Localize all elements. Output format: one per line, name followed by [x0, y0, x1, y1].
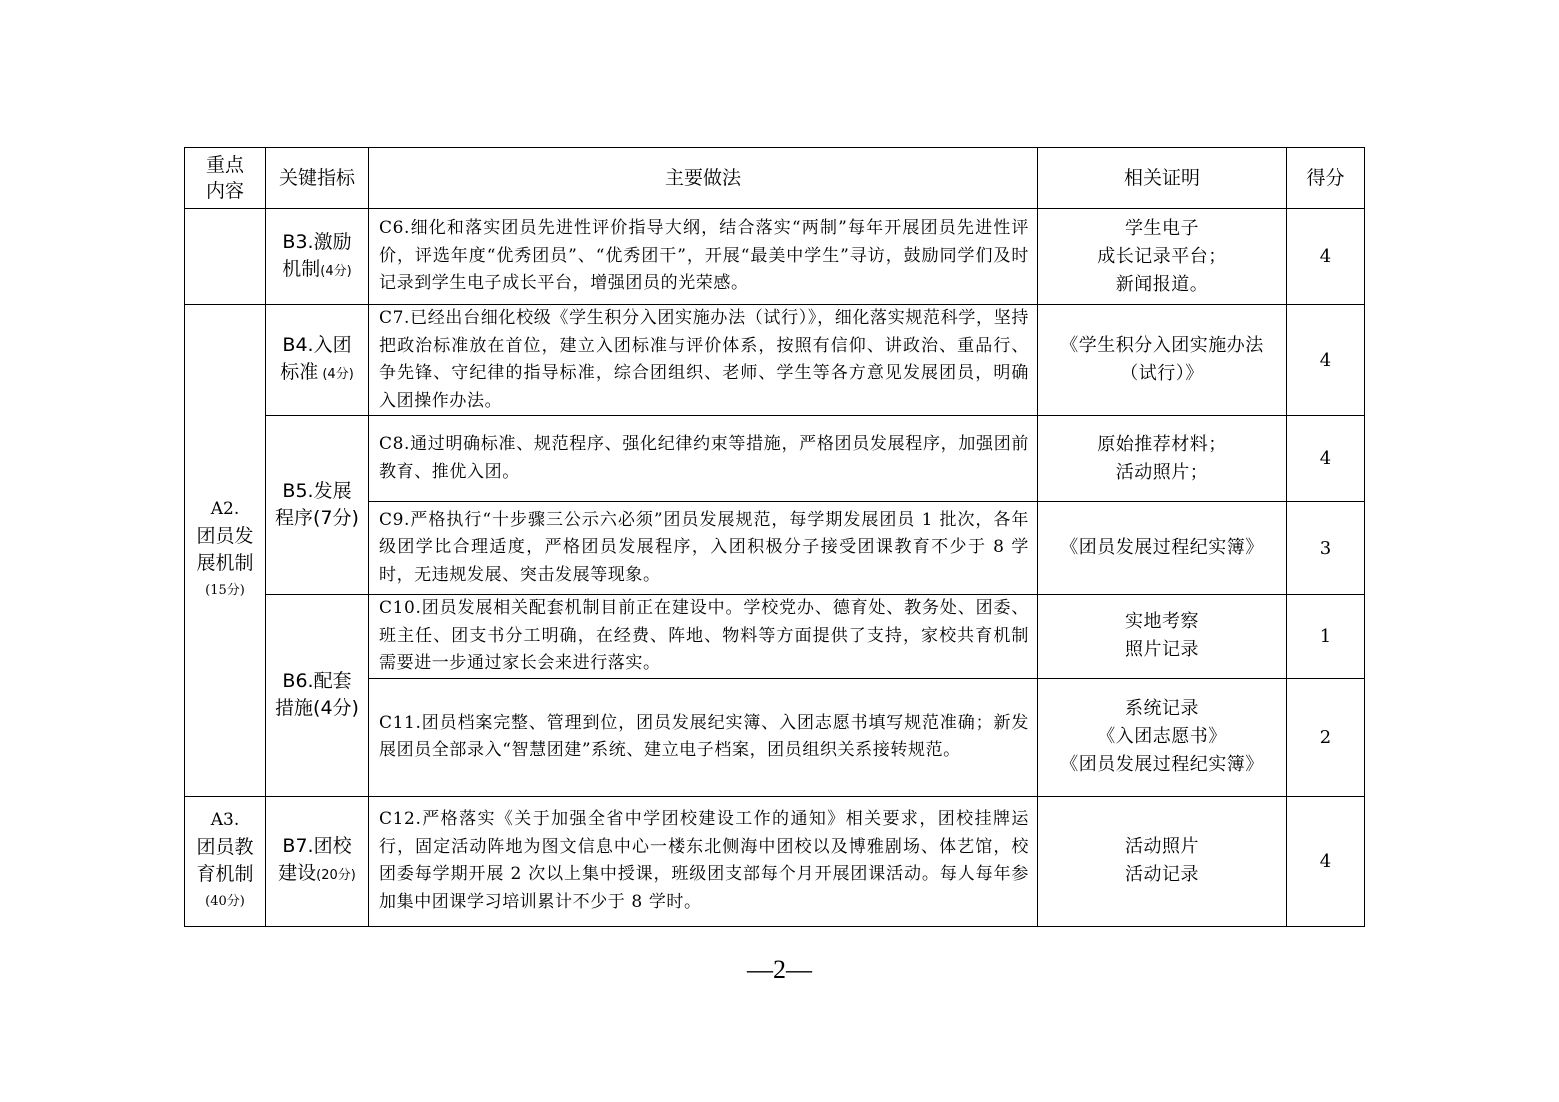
practice-c6: C6.细化和落实团员先进性评价指导大纲，结合落实“两制”每年开展团员先进性评价，评选年度“优秀团员”、“优秀团干”，开展“最美中学生”寻访，鼓励同学们及时记录到学生电子成长平台，增强团员的光荣感。 — [369, 209, 1038, 305]
section-a3-code: A3. — [210, 810, 240, 830]
header-related-proof: 相关证明 — [1038, 148, 1287, 209]
proof-line: 成长记录平台； — [1097, 245, 1227, 267]
indicator-b6-line-1: B6.配套 — [282, 670, 352, 693]
practice-c10: C10.团员发展相关配套机制目前正在建设中。学校党办、德育处、教务处、团委、班主任、团支书分工明确，在经费、阵地、物料等方面提供了支持，家校共育机制需要进一步通过家长会来进行落实。 — [369, 595, 1038, 679]
score-c8: 4 — [1287, 416, 1365, 502]
indicator-b6-line-2 — [266, 695, 368, 722]
indicator-b6 — [266, 595, 369, 797]
table-row — [185, 209, 1365, 305]
section-a2 — [185, 305, 266, 797]
section-a3 — [185, 796, 266, 926]
header-key-content-line-2: 内容 — [205, 180, 244, 202]
indicator-b3-points: (4分) — [320, 263, 352, 279]
proof-line: 系统记录 — [1125, 698, 1199, 719]
table-header-row — [185, 148, 1365, 209]
proof-c12 — [1038, 796, 1287, 926]
indicator-b4-line-2 — [266, 359, 368, 388]
header-score: 得分 — [1287, 148, 1365, 209]
proof-line: （试行）》 — [1120, 363, 1204, 384]
proof-c9 — [1038, 502, 1287, 595]
page-number: —2— — [747, 955, 812, 984]
proof-line: 学生电子 — [1125, 217, 1199, 239]
proof-line: 原始推荐材料； — [1097, 433, 1227, 455]
practice-c11: C11.团员档案完整、管理到位，团员发展纪实簿、入团志愿书填写规范准确；新发展团员全部录入“智慧团建”系统、建立电子档案，团员组织关系接转规范。 — [369, 678, 1038, 796]
indicator-b4 — [266, 305, 369, 416]
practice-c7: C7.已经出台细化校级《学生积分入团实施办法（试行）》，细化落实规范科学，坚持把政治标准放在首位，建立入团标准与评价体系，按照有信仰、讲政治、重品行、争先锋、守纪律的指导标准，综合团组织、老师、学生等各方意见发展团员，明确入团操作办法。 — [369, 305, 1038, 416]
proof-line: 《入团志愿书》 — [1097, 726, 1227, 747]
section-a3-name-line-1: 团员教 — [196, 836, 254, 858]
indicator-b5-name: 程序 — [275, 507, 314, 529]
indicator-b7-line-2 — [266, 860, 368, 889]
proof-c11 — [1038, 678, 1287, 796]
proof-c10 — [1038, 595, 1287, 679]
proof-c8 — [1038, 416, 1287, 502]
indicator-b3-line-1: B3.激励 — [282, 230, 352, 253]
header-key-content-line-1: 重点 — [205, 154, 244, 176]
indicator-b6-name: 措施 — [275, 697, 314, 720]
score-c9: 3 — [1287, 502, 1365, 595]
section-a2-name-line-1: 团员发 — [196, 525, 254, 548]
practice-c8: C8.通过明确标准、规范程序、强化纪律约束等措施，严格团员发展程序，加强团前教育、推优入团。 — [369, 416, 1038, 502]
indicator-b7-line-1: B7.团校 — [282, 835, 352, 857]
header-key-indicator: 关键指标 — [266, 148, 369, 209]
score-c7: 4 — [1287, 305, 1365, 416]
key-content-cell-empty — [185, 209, 266, 305]
proof-line: 新闻报道。 — [1115, 273, 1209, 295]
proof-c6 — [1038, 209, 1287, 305]
table-row — [185, 595, 1365, 679]
indicator-b3-name: 机制 — [282, 257, 321, 280]
table-row — [185, 796, 1365, 926]
proof-line: 照片记录 — [1125, 639, 1199, 661]
indicator-b7 — [266, 796, 369, 926]
table-row — [185, 305, 1365, 416]
indicator-b7-points: (20分) — [316, 868, 356, 883]
proof-line: 《学生积分入团实施办法 — [1060, 335, 1264, 356]
table-row — [185, 416, 1365, 502]
indicator-b4-points: (4分) — [318, 367, 354, 382]
section-a2-code: A2. — [210, 499, 240, 520]
proof-line: 实地考察 — [1125, 611, 1199, 633]
indicator-b3 — [266, 209, 369, 305]
score-c10: 1 — [1287, 595, 1365, 679]
proof-c7 — [1038, 305, 1287, 416]
indicator-b3-line-2 — [266, 256, 368, 285]
proof-line: 《团员发展过程纪实簿》 — [1060, 754, 1264, 775]
proof-line: 活动记录 — [1125, 864, 1199, 885]
proof-line: 活动照片 — [1125, 836, 1199, 857]
indicator-b7-name: 建设 — [278, 862, 317, 884]
section-a2-name-line-2: 展机制 — [196, 552, 254, 575]
indicator-b5-points: (7分) — [313, 507, 359, 529]
indicator-b6-points: (4分) — [313, 697, 359, 720]
section-a3-name-line-2: 育机制 — [196, 863, 254, 885]
score-c6: 4 — [1287, 209, 1365, 305]
proof-line: 活动照片； — [1115, 461, 1209, 483]
indicator-b5-line-2 — [266, 505, 368, 532]
header-key-content — [185, 148, 266, 209]
section-a3-points: (40分) — [205, 894, 245, 909]
indicator-b5 — [266, 416, 369, 595]
indicator-b4-name: 标准 — [280, 361, 319, 383]
evaluation-table — [184, 147, 1365, 927]
score-c11: 2 — [1287, 678, 1365, 796]
indicator-b5-line-1: B5.发展 — [282, 480, 352, 502]
indicator-b4-line-1: B4.入团 — [282, 334, 352, 356]
section-a2-points: (15分) — [205, 583, 245, 599]
practice-c12: C12.严格落实《关于加强全省中学团校建设工作的通知》相关要求，团校挂牌运行，固定活动阵地为图文信息中心一楼东北侧海中团校以及博雅剧场、体艺馆，校团委每学期开展 2 次以上集中授课，班级团支部每个月开展团课活动。每人每年参加集中团课学习培训累计不少于 8 学时。 — [369, 796, 1038, 926]
practice-c9: C9.严格执行“十步骤三公示六必须”团员发展规范，每学期发展团员 1 批次，各年级团学比合理适度，严格团员发展程序，入团积极分子接受团课教育不少于 8 学时，无违规发展、突击发展等现象。 — [369, 502, 1038, 595]
score-c12: 4 — [1287, 796, 1365, 926]
proof-line: 《团员发展过程纪实簿》 — [1060, 537, 1264, 558]
header-main-practice: 主要做法 — [369, 148, 1038, 209]
